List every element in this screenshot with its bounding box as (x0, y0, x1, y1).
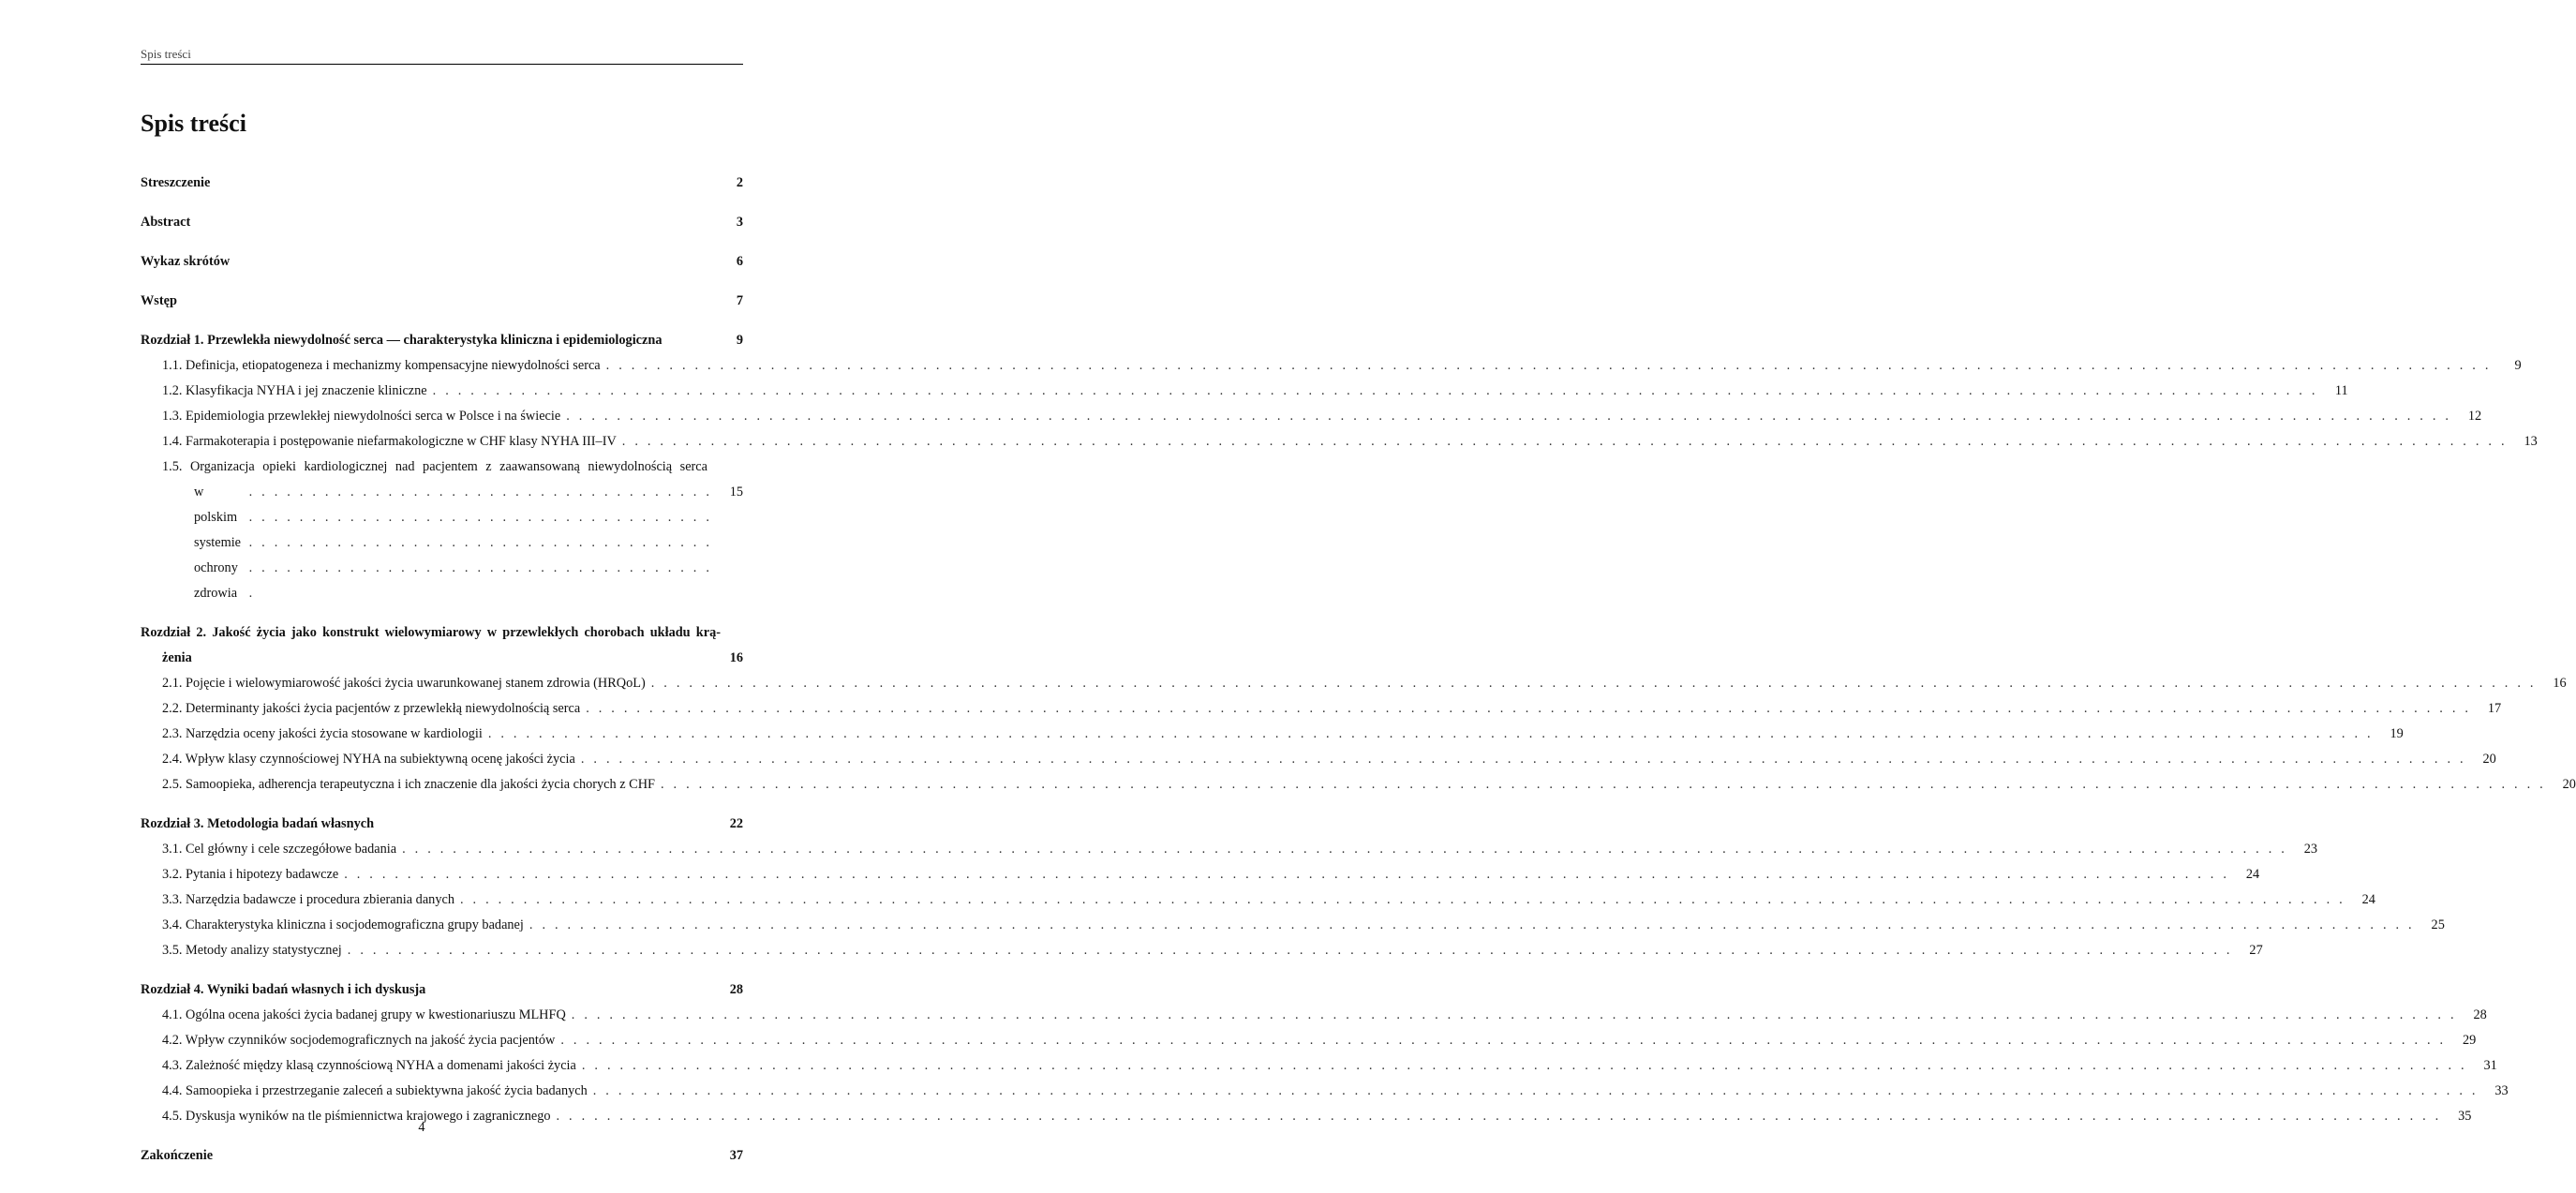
toc-entry-title: Rozdział 4. Wyniki badań własnych i ich dyskusja (141, 982, 426, 997)
toc-entry-page: 2 (736, 175, 743, 190)
toc-entry-page: 7 (736, 293, 743, 308)
toc-entry-page: 20 (2482, 752, 2496, 767)
toc-entry-title: Wstęp (141, 293, 177, 308)
dot-leader (454, 887, 2359, 913)
dot-leader (396, 837, 2301, 862)
toc-entry-page: 23 (2303, 842, 2318, 857)
toc-entry-page: 37 (729, 1148, 743, 1163)
toc-entry-page: 3 (736, 215, 743, 230)
toc-entry-page: 19 (2390, 726, 2404, 741)
toc-entry-page: 15 (729, 485, 743, 500)
dot-leader (566, 1003, 2470, 1028)
toc-entry-title: Wykaz skrótów (141, 254, 231, 269)
toc-entry-title: Rozdział 3. Metodologia badań własnych (141, 816, 375, 831)
toc-entry-title: 1.4. Farmakoterapia i postępowanie niefarmakologiczne w CHF klasy NYHA III–IV (162, 434, 617, 449)
toc-entry-title: 2.1. Pojęcie i wielowymiarowość jakości życia uwarunkowanej stanem zdrowia (HRQoL) (162, 676, 646, 691)
toc-entry-page: 16 (729, 650, 743, 665)
dot-leader (576, 1053, 2480, 1079)
toc-entry-page: 35 (2458, 1109, 2472, 1124)
toc-entry-title: 3.4. Charakterystyka kliniczna i socjodemograficzna grupy badanej (162, 917, 524, 932)
toc-entry-title: 2.5. Samoopieka, adherencja terapeutyczna i ich znaczenie dla jakości życia chorych z CHF (162, 777, 655, 792)
dot-leader (483, 722, 2387, 747)
toc-entry-zakonczenie[interactable] (141, 1143, 743, 1169)
toc-chapter-4[interactable] (141, 977, 743, 1003)
toc-chapter-2[interactable] (141, 620, 743, 671)
toc-entry-title: Streszczenie (141, 175, 211, 190)
dot-leader (560, 404, 2464, 429)
toc-entry-title: 1.1. Definicja, etiopatogeneza i mechanizmy kompensacyjne niewydolności serca (162, 358, 601, 373)
toc-entry-title: 2.3. Narzędzia oceny jakości życia stosowane w kardiologii (162, 726, 483, 741)
toc-entry-abstract[interactable] (141, 210, 743, 235)
dot-leader (524, 913, 2428, 938)
toc-entry-page: 20 (2562, 777, 2576, 792)
toc-section-2-3[interactable] (141, 722, 2404, 747)
toc-entry-title-line1: Rozdział 2. Jakość życia jako konstrukt wielowymiarowy w przewlekłych chorobach układu krą- (141, 625, 721, 640)
toc-entry-title: Abstract (141, 215, 191, 230)
toc-section-3-4[interactable] (141, 913, 2445, 938)
toc-section-2-4[interactable] (141, 747, 2496, 772)
toc-section-2-2[interactable] (141, 696, 2502, 722)
toc-chapter-3[interactable] (141, 812, 743, 837)
toc-entry-page: 17 (2487, 701, 2502, 716)
toc-section-2-1[interactable] (141, 671, 2567, 696)
toc-entry-page: 11 (2334, 383, 2348, 398)
toc-entry-page: 31 (2483, 1058, 2497, 1073)
toc-section-2-5[interactable] (141, 772, 2576, 798)
toc-section-4-1[interactable] (141, 1003, 2487, 1028)
toc-entry-page: 29 (2463, 1033, 2477, 1048)
dot-leader (244, 480, 726, 606)
toc-entry-page: 12 (2467, 409, 2482, 424)
toc-entry-wstep[interactable] (141, 289, 743, 314)
toc-entry-title: 4.4. Samoopieka i przestrzeganie zaleceń a subiektywna jakość życia badanych (162, 1083, 588, 1098)
table-of-contents (141, 171, 2576, 1169)
toc-entry-wykaz-skrotow[interactable] (141, 249, 743, 275)
toc-section-1-3[interactable] (141, 404, 2482, 429)
toc-entry-page: 25 (2431, 917, 2445, 932)
toc-section-4-4[interactable] (141, 1079, 2509, 1104)
toc-entry-title: 4.2. Wpływ czynników socjodemograficznych na jakość życia pacjentów (162, 1033, 556, 1048)
page-number: 4 (418, 1120, 425, 1135)
toc-entry-title: 4.1. Ogólna ocena jakości życia badanej grupy w kwestionariuszu MLHFQ (162, 1007, 566, 1022)
dot-leader (555, 1028, 2459, 1053)
toc-entry-page: 9 (736, 333, 743, 348)
toc-section-1-2[interactable] (141, 379, 2348, 404)
dot-leader (588, 1079, 2492, 1104)
page-title: Spis treści (141, 110, 246, 137)
toc-entry-page: 6 (736, 254, 743, 269)
toc-entry-title-line1: 1.5. Organizacja opieki kardiologicznej nad pacjentem z zaawansowaną niewydolnością serca (162, 459, 707, 474)
toc-section-4-3[interactable] (141, 1053, 2497, 1079)
dot-leader (617, 429, 2521, 455)
toc-section-3-2[interactable] (141, 862, 2260, 887)
toc-section-3-5[interactable] (141, 938, 2263, 963)
toc-section-3-1[interactable] (141, 837, 2318, 862)
toc-entry-title: 3.1. Cel główny i cele szczegółowe badania (162, 842, 397, 857)
dot-leader (646, 671, 2550, 696)
dot-leader (601, 353, 2505, 379)
toc-entry-page: 16 (2553, 676, 2567, 691)
dot-leader (580, 696, 2484, 722)
toc-entry-page: 24 (2245, 867, 2260, 882)
toc-entry-title: Zakończenie (141, 1148, 214, 1163)
toc-section-1-1[interactable] (141, 353, 2522, 379)
toc-entry-title: 2.4. Wpływ klasy czynnościowej NYHA na subiektywną ocenę jakości życia (162, 752, 575, 767)
toc-section-3-3[interactable] (141, 887, 2375, 913)
toc-entry-page: 9 (2514, 358, 2522, 373)
toc-entry-title: 2.2. Determinanty jakości życia pacjentów z przewlekłą niewydolnością serca (162, 701, 581, 716)
toc-entry-title: 1.2. Klasyfikacja NYHA i jej znaczenie kliniczne (162, 383, 427, 398)
toc-entry-title: 3.3. Narzędzia badawcze i procedura zbierania danych (162, 892, 454, 907)
toc-section-1-5[interactable] (141, 455, 743, 606)
toc-entry-page: 22 (729, 816, 743, 831)
toc-entry-title: 4.3. Zależność między klasą czynnościową NYHA a domenami jakości życia (162, 1058, 576, 1073)
toc-entry-title: 3.2. Pytania i hipotezy badawcze (162, 867, 339, 882)
toc-entry-streszczenie[interactable] (141, 171, 743, 196)
toc-entry-page: 28 (729, 982, 743, 997)
dot-leader (342, 938, 2246, 963)
toc-entry-page: 33 (2494, 1083, 2509, 1098)
dot-leader (427, 379, 2331, 404)
toc-section-1-4[interactable] (141, 429, 2538, 455)
toc-chapter-1[interactable] (141, 328, 743, 353)
toc-entry-title-line2: w polskim systemie ochrony zdrowia (194, 485, 242, 601)
toc-entry-page: 28 (2473, 1007, 2487, 1022)
dot-leader (338, 862, 2242, 887)
toc-section-4-2[interactable] (141, 1028, 2477, 1053)
toc-entry-title: Rozdział 1. Przewlekła niewydolność serca — charakterystyka kliniczna i epidemiologiczna (141, 333, 663, 348)
toc-entry-page: 27 (2249, 943, 2263, 958)
toc-entry-title: 4.5. Dyskusja wyników na tle piśmiennictwa krajowego i zagranicznego (162, 1109, 551, 1124)
dot-leader (655, 772, 2559, 798)
dot-leader (575, 747, 2479, 772)
toc-entry-title-line2: żenia (162, 650, 192, 665)
toc-entry-title: 1.3. Epidemiologia przewlekłej niewydolności serca w Polsce i na świecie (162, 409, 561, 424)
toc-entry-page: 24 (2361, 892, 2375, 907)
running-header: Spis treści (141, 47, 743, 65)
toc-entry-page: 13 (2524, 434, 2538, 449)
toc-entry-title: 3.5. Metody analizy statystycznej (162, 943, 342, 958)
